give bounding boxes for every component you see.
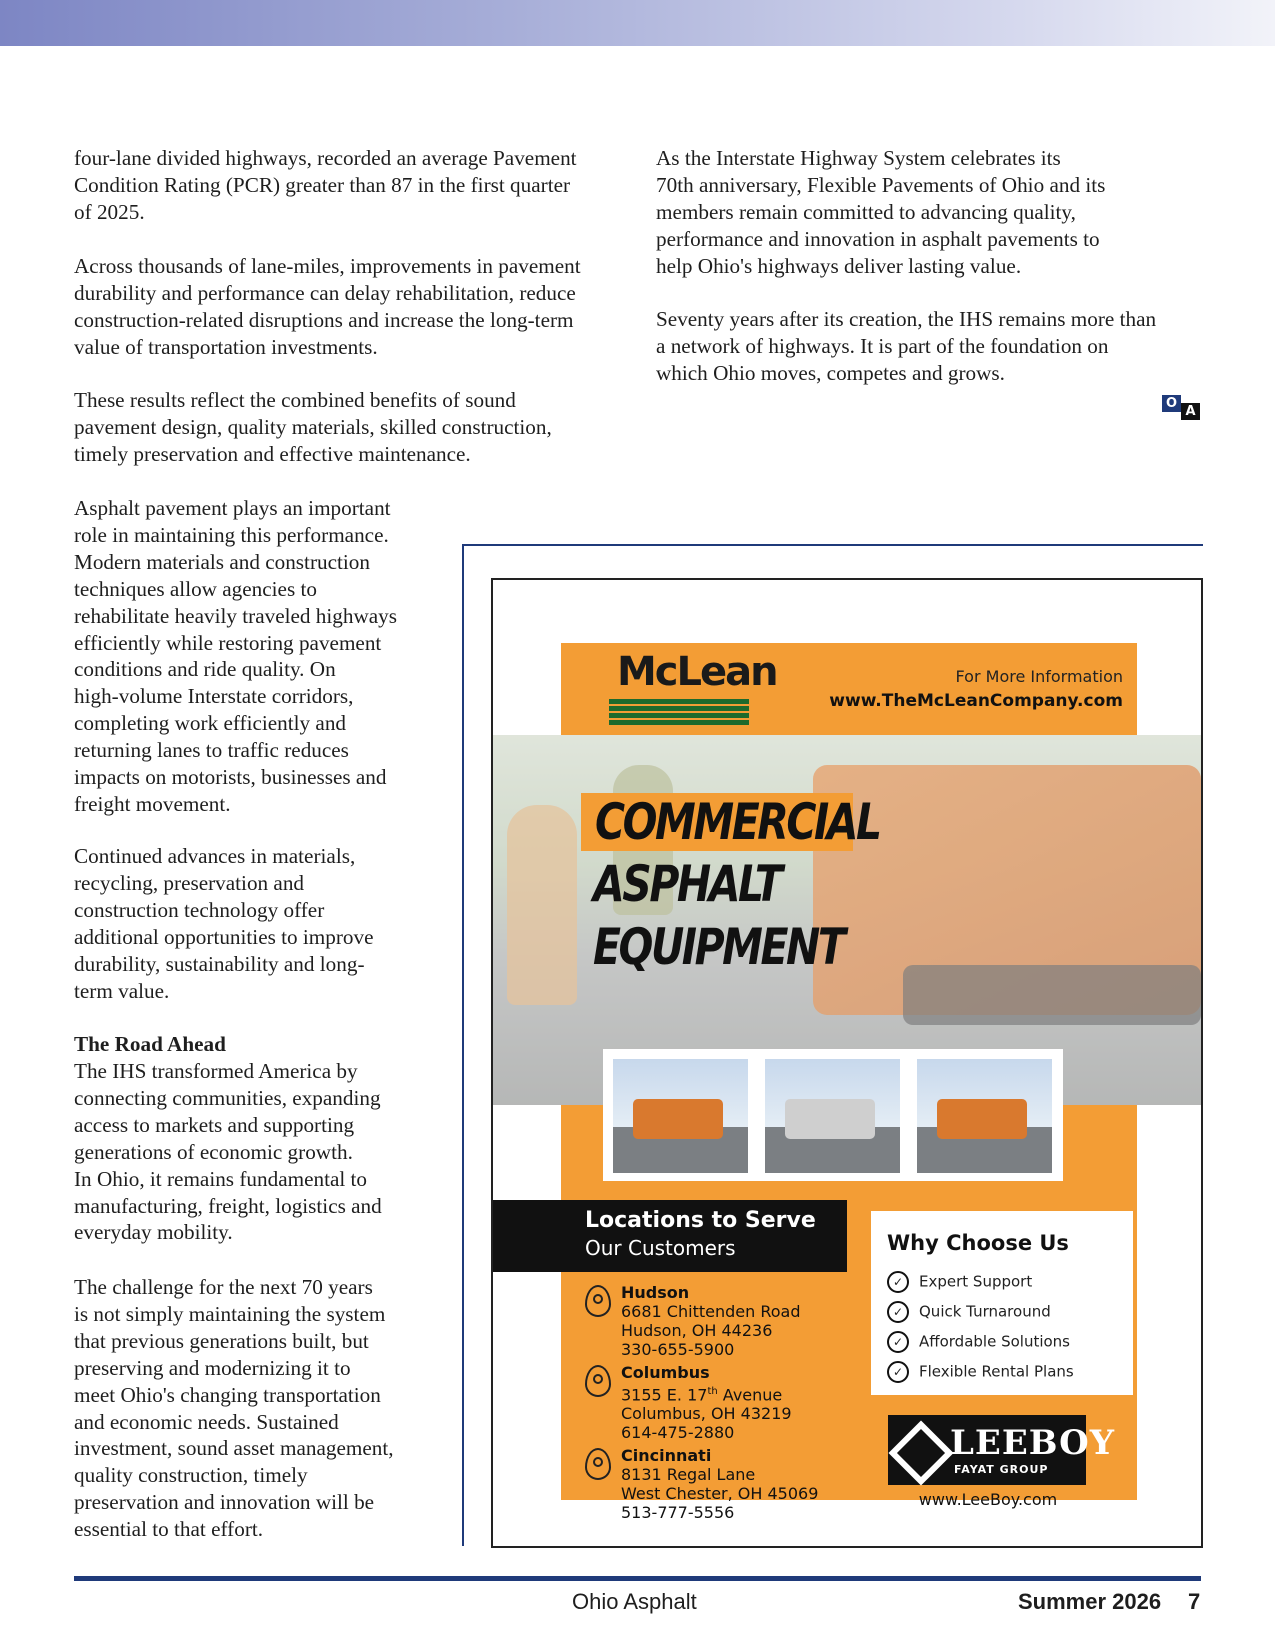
left-paragraph-5: Continued advances in materials, recycling, preservation and construction technology offer additional opportunities to improve durability, sustainability and long- term value. xyxy=(74,844,374,1003)
check-circle-icon: ✓ xyxy=(887,1331,909,1353)
location-pin-icon xyxy=(585,1365,611,1397)
location-cincinnati xyxy=(621,1446,881,1522)
locations-title: Locations to Serve xyxy=(585,1208,816,1233)
thumbnail-tanker xyxy=(765,1059,900,1173)
ad-title-line-2: ASPHALT xyxy=(593,855,781,913)
left-paragraph-2: Across thousands of lane-miles, improvements in pavement durability and performance can delay rehabilitation, reduce construction-related disruptions and increase the long-term value of transportation investments. xyxy=(74,254,581,359)
leeboy-diamond-icon xyxy=(888,1420,953,1485)
why-item: ✓ Flexible Rental Plans xyxy=(887,1361,1074,1383)
location-city: Hudson xyxy=(621,1283,690,1302)
location-city-state: Hudson, OH 44236 xyxy=(621,1321,773,1340)
location-address: 3155 E. 17th Avenue xyxy=(621,1385,783,1405)
location-city-state: West Chester, OH 45069 xyxy=(621,1484,819,1503)
location-phone[interactable]: 330-655-5900 xyxy=(621,1340,735,1359)
leeboy-subtitle: FAYAT GROUP xyxy=(954,1463,1049,1476)
right-paragraph-1: As the Interstate Highway System celebrates its 70th anniversary, Flexible Pavements of Ohio and its members remain committed to advancing quality, performance and innovation in asphalt pavements to help Ohio's highways deliver lasting value. xyxy=(656,146,1106,278)
location-hudson xyxy=(621,1283,881,1359)
location-pin-icon xyxy=(585,1448,611,1480)
why-item: ✓ Expert Support xyxy=(887,1271,1032,1293)
left-paragraph-1: four-lane divided highways, recorded an average Pavement Condition Rating (PCR) greater than 87 in the first quarter of 2025. xyxy=(74,146,577,224)
end-mark-a: A xyxy=(1181,403,1200,420)
section-heading: The Road Ahead xyxy=(74,1032,226,1056)
why-title: Why Choose Us xyxy=(887,1231,1069,1255)
logo-stripes xyxy=(609,699,749,727)
why-item: ✓ Quick Turnaround xyxy=(887,1301,1051,1323)
left-paragraph-4: Asphalt pavement plays an important role in maintaining this performance. Modern materials and construction techniques allow agencies to rehabilitate heavily traveled highways efficiently while restoring pavement conditions and ride quality. On high-volume Interstate corridors, completing work efficiently and returning lanes to traffic reduces impacts on motorists, businesses and freight movement. xyxy=(74,496,397,816)
left-paragraph-3: These results reflect the combined benefits of sound pavement design, quality materials, skilled construction, timely preservation and effective maintenance. xyxy=(74,388,552,466)
location-city-state: Columbus, OH 43219 xyxy=(621,1404,792,1424)
header-gradient-bar xyxy=(0,0,1275,46)
location-phone[interactable]: 614-475-2880 xyxy=(621,1423,735,1443)
ad-header xyxy=(561,643,1137,735)
end-mark-o: O xyxy=(1162,395,1181,412)
check-circle-icon: ✓ xyxy=(887,1361,909,1383)
location-address: 8131 Regal Lane xyxy=(621,1465,756,1484)
footer-season: Summer 2026 xyxy=(1018,1589,1162,1614)
more-info-label: For More Information xyxy=(955,667,1123,686)
location-city: Columbus xyxy=(621,1363,710,1382)
check-circle-icon: ✓ xyxy=(887,1271,909,1293)
end-of-article-mark xyxy=(1162,395,1202,421)
leeboy-logo xyxy=(888,1415,1115,1485)
mclean-url[interactable]: www.TheMcLeanCompany.com xyxy=(829,691,1123,711)
thumbnail-paver xyxy=(613,1059,748,1173)
ad-title-line-1: COMMERCIAL xyxy=(595,793,880,851)
left-paragraph-7: The challenge for the next 70 years is not simply maintaining the system that previous generations built, but preserving and modernizing it to meet Ohio's changing transportation and economic needs. Sustained investment, sound asset management, quality construction, timely preservation and innovation will be essential to that effort. xyxy=(74,1275,394,1542)
page-number: 7 xyxy=(1188,1589,1201,1614)
footer-publication: Ohio Asphalt xyxy=(572,1589,697,1614)
mclean-logo: McLean xyxy=(617,649,777,695)
locations-header xyxy=(493,1200,847,1272)
why-item: ✓ Affordable Solutions xyxy=(887,1331,1070,1353)
thumbnail-paver-2 xyxy=(917,1059,1052,1173)
mclean-advertisement xyxy=(491,578,1203,1548)
footer-rule xyxy=(74,1576,1201,1581)
location-phone[interactable]: 513-777-5556 xyxy=(621,1503,735,1522)
left-paragraph-6: The IHS transformed America by connecting communities, expanding access to markets and supporting generations of economic growth. In Ohio, it remains fundamental to manufacturing, freight, logistics and everyday mobility. xyxy=(74,1059,382,1245)
location-city: Cincinnati xyxy=(621,1446,712,1465)
leeboy-name: LEEBOY xyxy=(950,1423,1115,1463)
leeboy-url[interactable]: www.LeeBoy.com xyxy=(918,1490,1058,1509)
location-pin-icon xyxy=(585,1285,611,1317)
why-choose-us-box xyxy=(871,1211,1133,1395)
equipment-thumbnails xyxy=(603,1049,1063,1181)
locations-subtitle: Our Customers xyxy=(585,1236,736,1260)
ad-title-line-3: EQUIPMENT xyxy=(593,918,844,976)
location-address: 6681 Chittenden Road xyxy=(621,1302,801,1321)
check-circle-icon: ✓ xyxy=(887,1301,909,1323)
location-columbus xyxy=(621,1363,881,1442)
right-paragraph-2: Seventy years after its creation, the IHS remains more than a network of highways. It is part of the foundation on which Ohio moves, competes and grows. xyxy=(656,307,1157,385)
